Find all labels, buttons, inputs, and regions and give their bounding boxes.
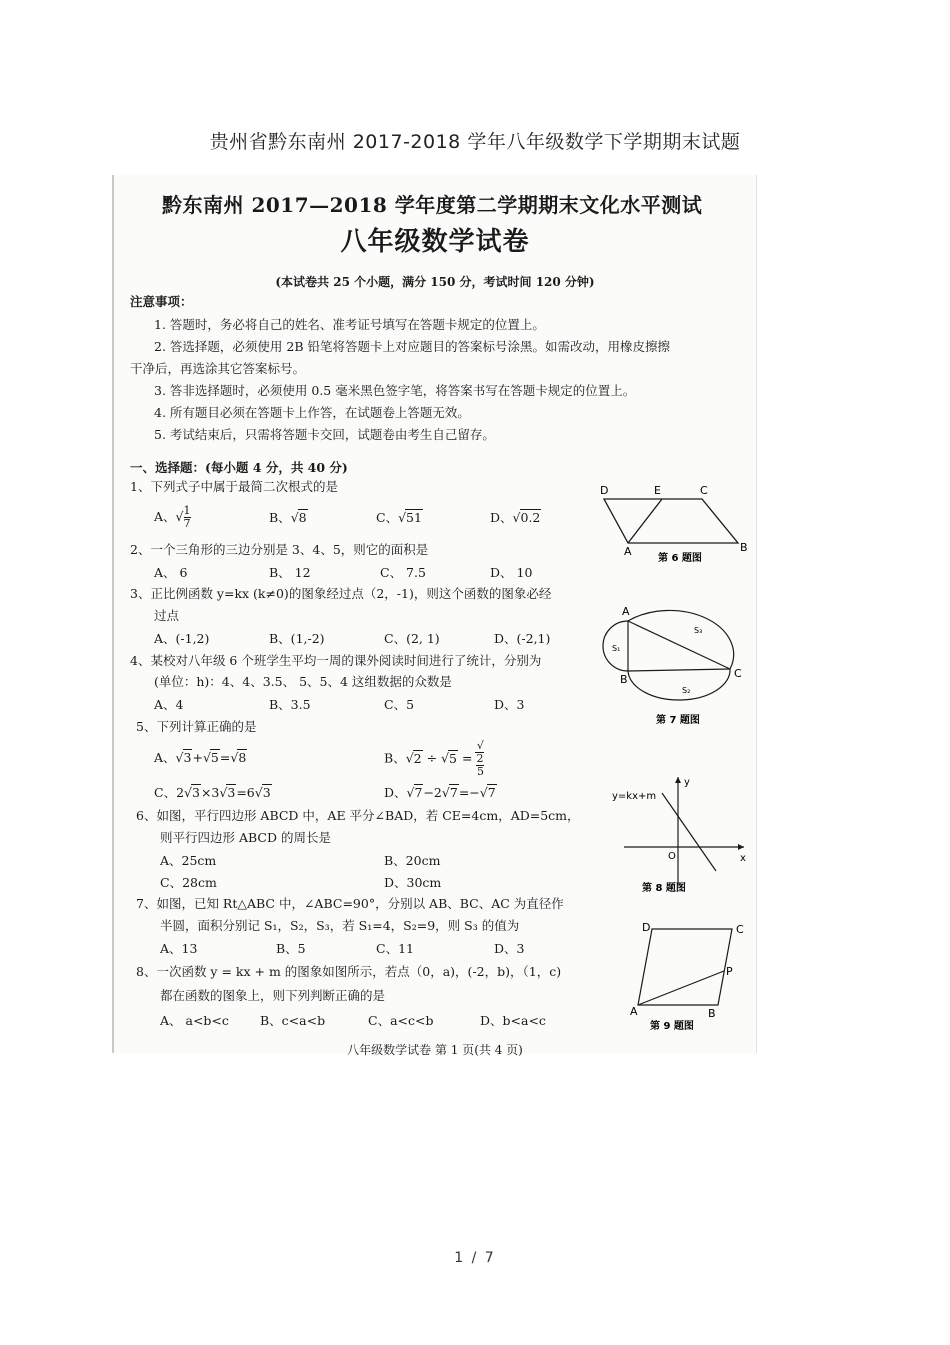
notice-item: 4. 所有题目必须在答题卡上作答，在试题卷上答题无效。 xyxy=(154,405,470,420)
q6-option-a: A、25cm xyxy=(160,853,217,868)
fig6-label: E xyxy=(654,484,661,497)
q4-option-c: C、5 xyxy=(384,697,415,712)
q8-option-d: D、b<a<c xyxy=(480,1013,546,1028)
q4-option-d: D、3 xyxy=(494,697,525,712)
question-3-stem: 3、正比例函数 y=kx (k≠0)的图象经过点（2，-1)，则这个函数的图象必经 xyxy=(130,586,552,601)
fig7-label: B xyxy=(620,673,628,686)
q8-option-c: C、a<c<b xyxy=(368,1013,434,1028)
q4-option-b: B、3.5 xyxy=(269,697,311,712)
question-4-stem-cont: (单位：h)：4、4、3.5、 5、5、4 这组数据的众数是 xyxy=(154,674,452,689)
exam-title-line2: 八年级数学试卷 xyxy=(340,227,530,257)
exam-scan xyxy=(112,175,757,1057)
q1-option-c: C、√51 xyxy=(376,510,422,525)
fig7-label: C xyxy=(734,667,742,680)
q5-option-a: A、√3+√5=√8 xyxy=(154,750,247,765)
fig6-label: A xyxy=(624,545,632,558)
notice-item: 3. 答非选择题时，必须使用 0.5 毫米黑色签字笔，将答案书写在答题卡规定的位置上。 xyxy=(154,383,636,398)
question-7-stem-cont: 半圆，面积分别记 S₁，S₂，S₃，若 S₁=4，S₂=9，则 S₃ 的值为 xyxy=(160,918,520,933)
exam-title-line1: 黔东南州 2017—2018 学年度第二学期期末文化水平测试 xyxy=(162,193,703,217)
q6-option-b: B、20cm xyxy=(384,853,441,868)
q1-option-a: A、√ $\frac{1}{7}$ xyxy=(154,504,191,530)
q6-option-c: C、28cm xyxy=(160,875,217,890)
notice-item: 1. 答题时，务必将自己的姓名、准考证号填写在答题卡规定的位置上。 xyxy=(154,317,545,332)
fig7-caption: 第 7 题图 xyxy=(656,715,700,726)
q7-option-a: A、13 xyxy=(160,941,198,956)
notice-item: 干净后，再选涂其它答案标号。 xyxy=(130,361,306,376)
question-7-stem: 7、如图，已知 Rt△ABC 中，∠ABC=90°，分别以 AB、BC、AC 为直径作 xyxy=(136,896,564,911)
q7-option-d: D、3 xyxy=(494,941,525,956)
notice-item: 2. 答选择题，必须使用 2B 铅笔将答题卡上对应题目的答案标号涂黑。如需改动，用橡皮擦擦 xyxy=(154,339,670,354)
fig6-label: D xyxy=(600,484,609,497)
notice-item: 5. 考试结束后，只需将答题卡交回，试题卷由考生自己留存。 xyxy=(154,427,495,442)
q8-option-b: B、c<a<b xyxy=(260,1013,326,1028)
q2-option-d: D、 10 xyxy=(490,565,533,580)
q7-option-b: B、5 xyxy=(276,941,306,956)
q3-option-b: B、(1,-2) xyxy=(269,631,325,646)
question-8-stem: 8、一次函数 y = kx + m 的图象如图所示，若点（0，a)，(-2，b)，（1，c) xyxy=(136,964,562,979)
question-4-stem: 4、某校对八年级 6 个班学生平均一周的课外阅读时间进行了统计，分别为 xyxy=(130,653,542,668)
fig7-label: A xyxy=(622,605,630,618)
notice-heading: 注意事项： xyxy=(130,294,193,309)
figure-8-linear-graph xyxy=(604,773,750,899)
fig6-caption: 第 6 题图 xyxy=(658,553,702,564)
fig8-label: y=kx+m xyxy=(612,791,657,802)
q3-option-d: D、(-2,1) xyxy=(494,631,551,646)
fig9-label: A xyxy=(630,1005,638,1018)
q7-option-c: C、11 xyxy=(376,941,414,956)
q5-option-d: D、√7−2√7=−√7 xyxy=(384,785,496,800)
document-title: 贵州省黔东南州 2017-2018 学年八年级数学下学期期末试题 xyxy=(209,131,741,153)
q8-option-a: A、 a<b<c xyxy=(160,1013,229,1028)
question-6-stem-cont: 则平行四边形 ABCD 的周长是 xyxy=(160,830,331,845)
fig9-label: P xyxy=(726,965,733,978)
q3-option-c: C、(2, 1) xyxy=(384,631,440,646)
q1-option-d: D、√0.2 xyxy=(490,510,541,525)
figure-7-semicircles xyxy=(600,593,750,733)
q6-option-d: D、30cm xyxy=(384,875,442,890)
fig9-label: B xyxy=(708,1007,716,1020)
fig9-label: D xyxy=(642,921,651,934)
q2-option-a: A、 6 xyxy=(154,565,188,580)
question-6-stem: 6、如图，平行四边形 ABCD 中，AE 平分∠BAD，若 CE=4cm，AD=5cm， xyxy=(136,808,580,823)
exam-page-footer: 八年级数学试卷 第 1 页(共 4 页) xyxy=(347,1043,523,1057)
figure-6-parallelogram xyxy=(590,479,750,569)
fig6-label: B xyxy=(740,541,748,554)
question-1-stem: 1、下列式子中属于最简二次根式的是 xyxy=(130,479,338,494)
fig8-label: O xyxy=(668,851,676,862)
fig7-label: S₁ xyxy=(612,644,621,653)
exam-subtitle: (本试卷共 25 个小题，满分 150 分，考试时间 120 分钟) xyxy=(275,275,595,289)
question-2-stem: 2、一个三角形的三边分别是 3、4、5，则它的面积是 xyxy=(130,542,429,557)
q4-option-a: A、4 xyxy=(154,697,184,712)
fig7-label: S₂ xyxy=(682,686,691,695)
section-heading: 一、选择题：(每小题 4 分，共 40 分) xyxy=(130,460,348,475)
q2-option-b: B、 12 xyxy=(269,565,311,580)
q3-option-a: A、(-1,2) xyxy=(154,631,210,646)
question-3-stem-cont: 过点 xyxy=(154,608,180,623)
q2-option-c: C、 7.5 xyxy=(380,565,426,580)
fig9-caption: 第 9 题图 xyxy=(650,1021,694,1032)
fig8-label: y xyxy=(684,777,690,788)
question-8-stem-cont: 都在函数的图象上，则下列判断正确的是 xyxy=(160,988,386,1003)
fig7-label: S₃ xyxy=(694,626,703,635)
page-number: 1 / 7 xyxy=(454,1250,496,1266)
fig9-label: C xyxy=(736,923,744,936)
q1-option-b: B、√8 xyxy=(269,510,307,525)
q5-option-b: B、√2 ÷ √5 = √ 2 5 xyxy=(384,739,484,778)
fig8-label: x xyxy=(740,853,746,864)
q5-option-c: C、2√3×3√3=6√3 xyxy=(154,785,271,800)
fig8-caption: 第 8 题图 xyxy=(642,883,686,894)
figure-9-parallelogram xyxy=(628,917,750,1037)
fig6-label: C xyxy=(700,484,708,497)
question-5-stem: 5、下列计算正确的是 xyxy=(136,719,257,734)
